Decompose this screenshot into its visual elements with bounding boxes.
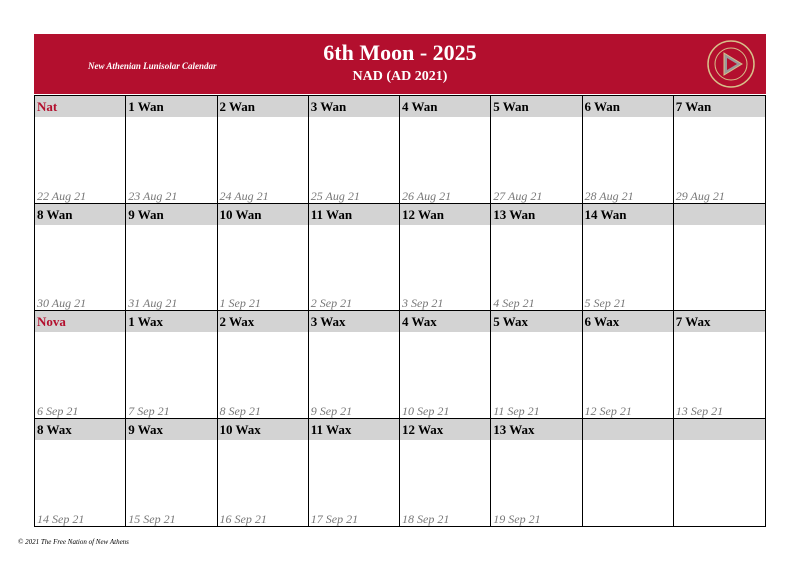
day-label: Nat — [35, 96, 125, 117]
gregorian-date: 17 Sep 21 — [310, 512, 359, 526]
day-cell — [674, 96, 765, 204]
gregorian-date: 29 Aug 21 — [675, 188, 725, 203]
day-label: 6 Wan — [583, 96, 673, 117]
day-label: 9 Wax — [126, 419, 216, 440]
day-cell — [674, 419, 765, 527]
day-cell — [218, 204, 309, 312]
day-cell — [674, 204, 765, 312]
day-label: 5 Wax — [491, 311, 581, 332]
gregorian-date: 16 Sep 21 — [219, 512, 267, 526]
gregorian-date: 9 Sep 21 — [310, 403, 353, 418]
gregorian-date: 13 Sep 21 — [675, 403, 724, 418]
day-label: 7 Wax — [674, 311, 765, 332]
day-cell — [400, 311, 491, 419]
day-cell — [583, 96, 674, 204]
page-title: 6th Moon - 2025 — [323, 40, 477, 65]
day-label: 12 Wan — [400, 204, 490, 225]
gregorian-date: 3 Sep 21 — [402, 296, 444, 310]
day-cell — [126, 419, 217, 527]
day-label: 10 Wan — [218, 204, 308, 225]
gregorian-date: 2 Sep 21 — [310, 296, 353, 310]
gregorian-date: 31 Aug 21 — [128, 296, 178, 310]
day-cell — [309, 419, 400, 527]
day-cell — [583, 204, 674, 312]
day-label: Nova — [35, 311, 125, 332]
day-label — [674, 419, 765, 440]
day-cell — [400, 204, 491, 312]
day-label: 14 Wan — [583, 204, 673, 225]
gregorian-date: 5 Sep 21 — [584, 296, 626, 310]
day-cell — [309, 96, 400, 204]
gregorian-date: 4 Sep 21 — [493, 296, 535, 310]
day-label: 11 Wax — [309, 419, 399, 440]
gregorian-date: 6 Sep 21 — [37, 403, 79, 418]
gregorian-date: 23 Aug 21 — [128, 188, 178, 203]
day-cell — [35, 419, 126, 527]
day-cell — [583, 419, 674, 527]
day-label: 8 Wan — [35, 204, 125, 225]
day-label: 13 Wax — [491, 419, 581, 440]
day-cell — [126, 96, 217, 204]
day-label: 3 Wan — [309, 96, 399, 117]
day-label: 2 Wan — [218, 96, 308, 117]
day-label: 13 Wan — [491, 204, 581, 225]
gregorian-date: 28 Aug 21 — [584, 188, 634, 203]
day-cell — [400, 96, 491, 204]
day-label: 1 Wan — [126, 96, 216, 117]
day-cell — [583, 311, 674, 419]
gregorian-date: 12 Sep 21 — [584, 403, 632, 418]
gregorian-date: 18 Sep 21 — [402, 512, 450, 526]
day-label: 7 Wan — [674, 96, 765, 117]
day-cell — [218, 96, 309, 204]
gregorian-date: 1 Sep 21 — [219, 296, 261, 310]
day-label: 9 Wan — [126, 204, 216, 225]
calendar-header — [34, 34, 766, 94]
gregorian-date: 25 Aug 21 — [310, 188, 360, 203]
day-label: 4 Wan — [400, 96, 490, 117]
calendar-grid — [34, 95, 766, 527]
gregorian-date: 8 Sep 21 — [219, 403, 261, 418]
day-cell — [674, 311, 765, 419]
day-label — [674, 204, 765, 225]
day-cell — [35, 311, 126, 419]
day-label: 1 Wax — [126, 311, 216, 332]
gregorian-date: 15 Sep 21 — [128, 512, 176, 526]
day-label: 11 Wan — [309, 204, 399, 225]
day-label: 2 Wax — [218, 311, 308, 332]
day-label: 10 Wax — [218, 419, 308, 440]
day-label: 6 Wax — [583, 311, 673, 332]
day-label: 8 Wax — [35, 419, 125, 440]
gregorian-date: 24 Aug 21 — [219, 188, 269, 203]
day-cell — [218, 311, 309, 419]
day-cell — [491, 419, 582, 527]
day-cell — [400, 419, 491, 527]
year-line: NAD (AD 2021) — [352, 69, 448, 84]
day-label: 4 Wax — [400, 311, 490, 332]
day-label — [583, 419, 673, 440]
gregorian-date: 11 Sep 21 — [493, 403, 540, 418]
day-cell — [491, 311, 582, 419]
day-cell — [309, 204, 400, 312]
play-triangle-seal-icon — [706, 39, 756, 89]
day-cell — [491, 96, 582, 204]
gregorian-date: 26 Aug 21 — [402, 188, 452, 203]
day-cell — [218, 419, 309, 527]
gregorian-date: 7 Sep 21 — [128, 403, 170, 418]
day-label: 5 Wan — [491, 96, 581, 117]
day-cell — [491, 204, 582, 312]
day-cell — [309, 311, 400, 419]
gregorian-date: 30 Aug 21 — [37, 296, 87, 310]
day-cell — [35, 204, 126, 312]
day-label: 12 Wax — [400, 419, 490, 440]
gregorian-date: 14 Sep 21 — [37, 512, 85, 526]
gregorian-date: 19 Sep 21 — [493, 512, 541, 526]
day-cell — [126, 204, 217, 312]
gregorian-date: 10 Sep 21 — [402, 403, 450, 418]
day-cell — [126, 311, 217, 419]
copyright-footer: © 2021 The Free Nation of New Athens — [18, 538, 129, 546]
gregorian-date: 22 Aug 21 — [37, 188, 87, 203]
gregorian-date: 27 Aug 21 — [493, 188, 543, 203]
calendar-subtitle: New Athenian Lunisolar Calendar — [88, 61, 217, 71]
day-label: 3 Wax — [309, 311, 399, 332]
day-cell — [35, 96, 126, 204]
